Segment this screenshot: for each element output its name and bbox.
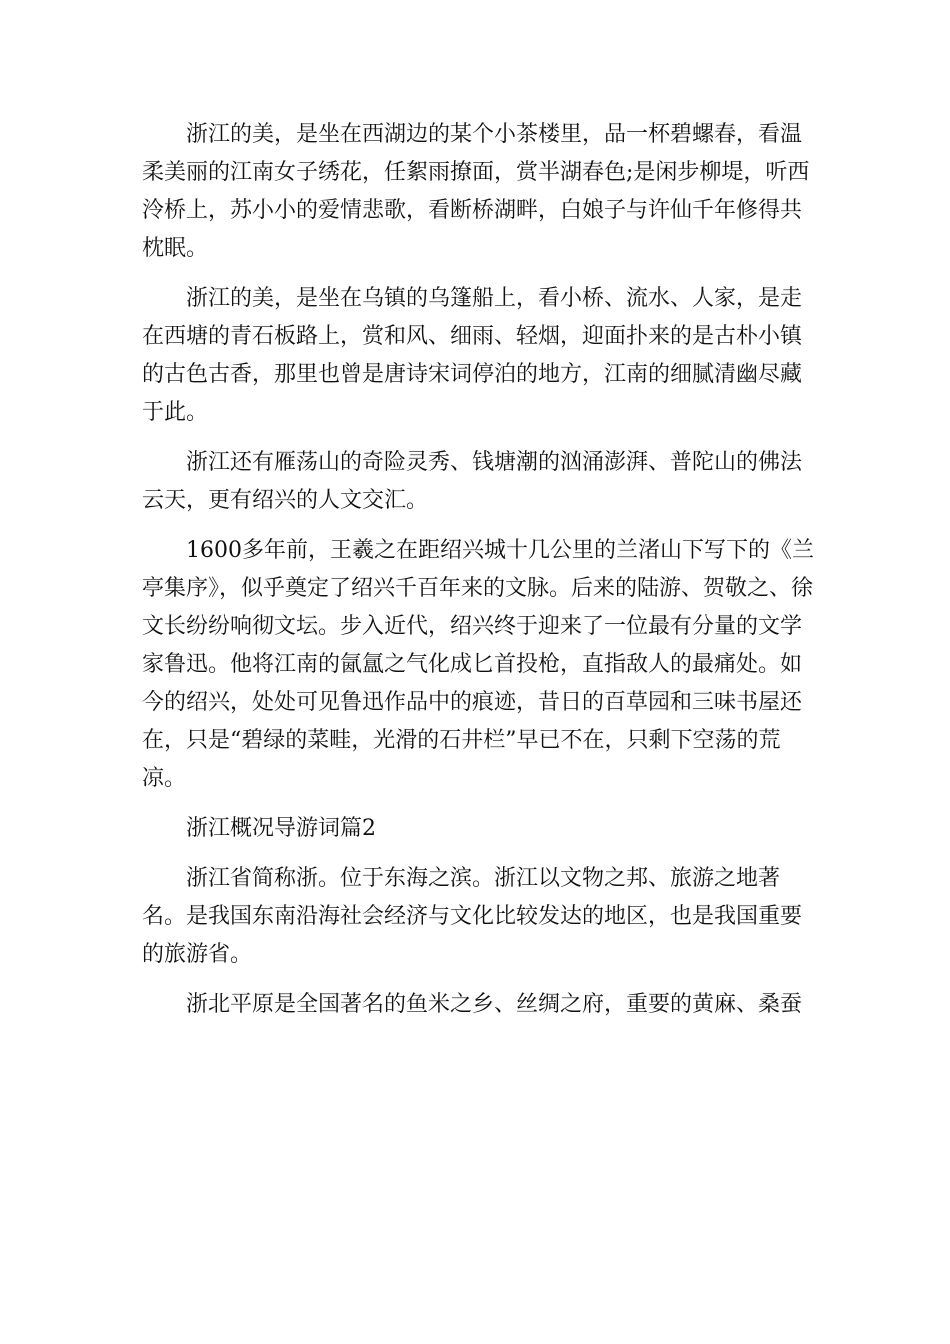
paragraph-scenery: 浙江还有雁荡山的奇险灵秀、钱塘潮的汹涌澎湃、普陀山的佛法云天，更有绍兴的人文交汇。 bbox=[142, 450, 803, 513]
paragraph-north-plain: 浙北平原是全国著名的鱼米之乡、丝绸之府，重要的黄麻、桑蚕 bbox=[186, 992, 803, 1017]
paragraph-shaoxing: 1600多年前，王羲之在距绍兴城十几公里的兰渚山下写下的《兰亭集序》，似乎奠定了绍兴千百年来的文脉。后来的陆游、贺敬之、徐文长纷纷响彻文坛。步入近代，绍兴终于迎来了一位最有分量的文学家鲁迅。他将江南的氤氲之气化成匕首投枪，直指敌人的最痛处。如今的绍兴，处处可见鲁迅作品中的痕迹，昔日的百草园和三味书屋还在，只是“碧绿的菜畦，光滑的石井栏”早已不在，只剩下空荡的荒凉。 bbox=[142, 538, 814, 791]
section-heading: 浙江概况导游词篇2 bbox=[186, 816, 376, 841]
paragraph-west-lake: 浙江的美，是坐在西湖边的某个小茶楼里，品一杯碧螺春，看温柔美丽的江南女子绣花，任絮雨撩面，赏半湖春色;是闲步柳堤，听西泠桥上，苏小小的爱情悲歌，看断桥湖畔，白娘子与许仙千年修得共枕眠。 bbox=[142, 122, 810, 261]
paragraph-wuzhen: 浙江的美，是坐在乌镇的乌篷船上，看小桥、流水、人家，是走在西塘的青石板路上，赏和风、细雨、轻烟，迎面扑来的是古朴小镇的古色古香，那里也曾是唐诗宋词停泊的地方，江南的细腻清幽尽藏于此。 bbox=[142, 286, 803, 425]
paragraph-overview: 浙江省简称浙。位于东海之滨。浙江以文物之邦、旅游之地著名。是我国东南沿海社会经济与文化比较发达的地区，也是我国重要的旅游省。 bbox=[142, 866, 803, 967]
document-body bbox=[142, 116, 822, 1024]
